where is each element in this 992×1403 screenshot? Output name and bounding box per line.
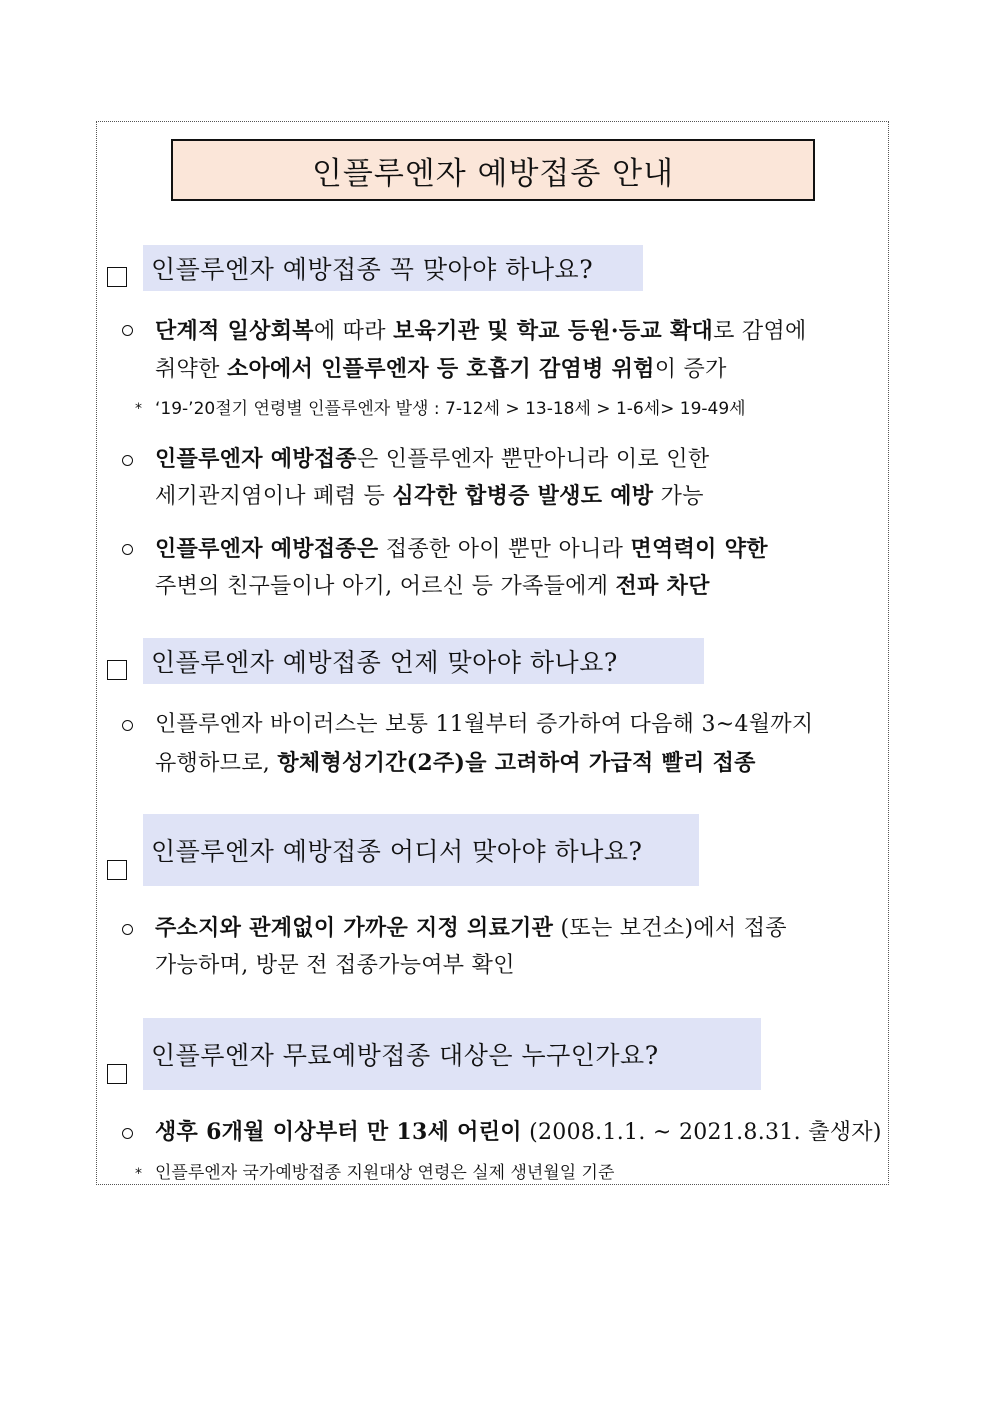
emphasis-text: 단계적 일상회복 <box>155 318 314 344</box>
emphasis-text: 인플루엔자 예방접종은 <box>155 536 379 562</box>
body-text: 인플루엔자 바이러스는 보통 11월부터 증가하여 다음해 3~4월까지 <box>155 712 814 737</box>
page-title-text: 인플루엔자 예방접종 안내 <box>311 155 675 192</box>
body-text: 가능 <box>653 484 704 509</box>
section-1-bullet-2-line-1 <box>155 444 709 475</box>
section-2-checkbox <box>107 660 127 680</box>
body-text: 이 증가 <box>654 357 727 382</box>
section-1-bullet-2-line-2 <box>155 481 704 512</box>
section-1-heading: 인플루엔자 예방접종 꼭 맞아야 하나요? <box>143 245 643 291</box>
emphasis-text: 항체형성기간(2주)을 고려하여 가급적 빨리 접종 <box>277 750 756 776</box>
emphasis-text: 생후 6개월 이상부터 만 13세 어린이 <box>155 1119 522 1145</box>
note-marker: * <box>135 401 142 417</box>
section-4-checkbox <box>107 1064 127 1084</box>
section-1-bullet-2 <box>122 455 133 466</box>
section-3-bullet-1-line-2 <box>155 951 515 981</box>
body-text: 접종한 아이 뿐만 아니라 <box>378 537 631 562</box>
section-1-bullet-1 <box>122 325 133 336</box>
section-4-note: 인플루엔자 국가예방접종 지원대상 연령은 실제 생년월일 기준 <box>155 1163 615 1183</box>
body-text: 유행하므로, <box>155 751 278 776</box>
section-1-bullet-3-line-1 <box>155 534 768 565</box>
section-1-bullet-1-line-2 <box>155 354 727 385</box>
emphasis-text: 인플루엔자 예방접종 <box>155 446 357 472</box>
emphasis-text: 주소지와 관계없이 가까운 지정 의료기관 <box>155 915 554 941</box>
section-2-bullet-1-line-2 <box>155 748 756 779</box>
note-marker: * <box>135 1166 142 1182</box>
body-text: (또는 보건소)에서 접종 <box>553 916 787 941</box>
body-text: 가능하며, 방문 전 접종가능여부 확인 <box>155 953 515 978</box>
emphasis-text: 심각한 합병증 발생도 예방 <box>392 483 654 509</box>
body-text: 은 인플루엔자 뿐만아니라 이로 인한 <box>356 447 710 472</box>
emphasis-text: 전파 차단 <box>615 573 710 599</box>
section-3-checkbox <box>107 860 127 880</box>
section-2-bullet-1 <box>122 720 133 731</box>
section-1-bullet-3 <box>122 544 133 555</box>
section-3-bullet-1-line-1 <box>155 913 787 944</box>
emphasis-text: 면역력이 약한 <box>630 536 768 562</box>
section-1-bullet-3-line-2 <box>155 571 710 602</box>
section-3-heading: 인플루엔자 예방접종 어디서 맞아야 하나요? <box>143 814 699 886</box>
section-2-heading: 인플루엔자 예방접종 언제 맞아야 하나요? <box>143 638 704 684</box>
page-title <box>171 139 815 201</box>
emphasis-text: 보육기관 및 학교 등원·등교 확대 <box>393 318 714 344</box>
section-4-heading: 인플루엔자 무료예방접종 대상은 누구인가요? <box>143 1018 761 1090</box>
section-4-bullet-1-line-1 <box>155 1117 882 1148</box>
body-text: 주변의 친구들이나 아기, 어르신 등 가족들에게 <box>155 574 616 599</box>
body-text: 로 감염에 <box>713 319 807 344</box>
section-1-note: ‘19-’20절기 연령별 인플루엔자 발생 : 7-12세 > 13-18세 > 1-6세> 19-49세 <box>155 399 746 419</box>
section-1-checkbox <box>107 267 127 287</box>
body-text: 취약한 <box>155 357 227 382</box>
section-4-bullet-1 <box>122 1128 133 1139</box>
section-1-bullet-1-line-1 <box>155 316 807 347</box>
section-2-bullet-1-line-1 <box>155 710 813 740</box>
body-text: (2008.1.1. ~ 2021.8.31. 출생자) <box>521 1120 882 1145</box>
body-text: 세기관지염이나 폐렴 등 <box>155 484 393 509</box>
section-3-bullet-1 <box>122 924 133 935</box>
body-text: 에 따라 <box>313 319 394 344</box>
emphasis-text: 소아에서 인플루엔자 등 호흡기 감염병 위험 <box>226 356 655 382</box>
